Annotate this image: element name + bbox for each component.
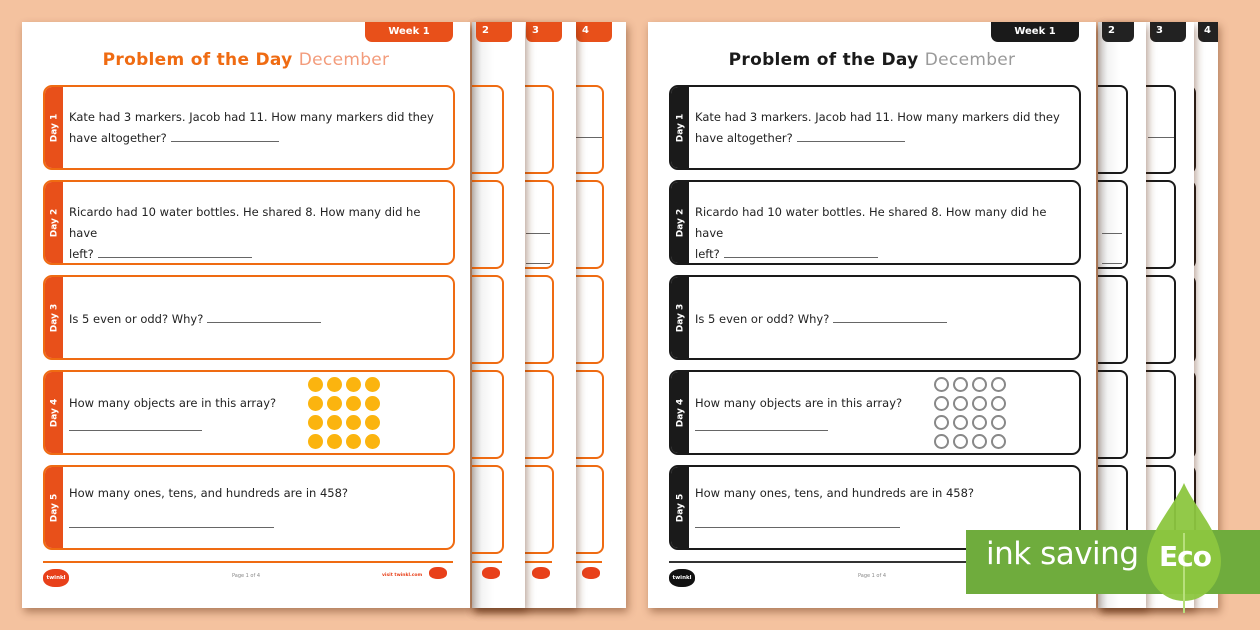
page-title bbox=[648, 50, 1096, 70]
empty-circle-icon bbox=[934, 377, 949, 392]
answer-blank[interactable] bbox=[98, 247, 252, 258]
day-3-strip: Day 3 bbox=[45, 277, 63, 358]
back-page-tab: 4 bbox=[576, 22, 612, 42]
filled-dot-icon bbox=[346, 434, 361, 449]
page-number: Page 1 of 4 bbox=[231, 573, 261, 579]
title-text: Problem of the Day bbox=[102, 50, 293, 70]
day-2-strip: Day 2 bbox=[45, 182, 63, 263]
empty-circle-icon bbox=[972, 434, 987, 449]
empty-circle-icon bbox=[991, 434, 1006, 449]
day-2-question: Ricardo had 10 water bottles. He shared 8. How many did he have left? bbox=[695, 205, 1047, 261]
filled-dot-icon bbox=[327, 396, 342, 411]
day-3-strip: Day 3 bbox=[671, 277, 689, 358]
filled-dot-icon bbox=[346, 396, 361, 411]
day-4-question: How many objects are in this array? bbox=[695, 396, 903, 410]
filled-dot-icon bbox=[327, 415, 342, 430]
filled-dot-icon bbox=[327, 434, 342, 449]
empty-circle-icon bbox=[953, 396, 968, 411]
answer-blank[interactable] bbox=[833, 312, 947, 323]
empty-circle-icon bbox=[972, 415, 987, 430]
answer-blank[interactable] bbox=[69, 527, 274, 528]
day-4-strip: Day 4 bbox=[671, 372, 689, 453]
empty-circle-icon bbox=[953, 415, 968, 430]
empty-circle-icon bbox=[934, 396, 949, 411]
ink-saving-label: ink saving bbox=[986, 536, 1139, 572]
answer-blank[interactable] bbox=[207, 312, 321, 323]
day-4-strip: Day 4 bbox=[45, 372, 63, 453]
filled-dot-icon bbox=[365, 377, 380, 392]
empty-circle-icon bbox=[991, 377, 1006, 392]
answer-blank[interactable] bbox=[171, 131, 279, 142]
day-1-strip: Day 1 bbox=[671, 87, 689, 168]
filled-dot-icon bbox=[308, 396, 323, 411]
day-3-box bbox=[43, 275, 455, 360]
filled-dot-icon bbox=[365, 396, 380, 411]
empty-circle-icon bbox=[991, 396, 1006, 411]
twinkl-logo-icon: twinkl bbox=[43, 569, 69, 587]
day-1-box bbox=[669, 85, 1081, 170]
page-title bbox=[22, 50, 470, 70]
back-page-tab: 2 bbox=[476, 22, 512, 42]
day-5-box bbox=[43, 465, 455, 550]
eco-label: Eco bbox=[1159, 540, 1211, 573]
day-1-question: Kate had 3 markers. Jacob had 11. How many markers did they have altogether? bbox=[695, 110, 1060, 145]
title-month: December bbox=[924, 50, 1016, 70]
day-4-question: How many objects are in this array? bbox=[69, 396, 277, 410]
title-text: Problem of the Day bbox=[728, 50, 919, 70]
color-worksheet-stack bbox=[22, 22, 626, 608]
day-2-box bbox=[43, 180, 455, 265]
empty-circle-icon bbox=[934, 434, 949, 449]
day-5-question: How many ones, tens, and hundreds are in 458? bbox=[695, 486, 975, 500]
day-2-box bbox=[669, 180, 1081, 265]
answer-blank[interactable] bbox=[69, 430, 202, 431]
twinkl-logo-icon bbox=[582, 567, 600, 579]
filled-dot-icon bbox=[308, 377, 323, 392]
filled-dot-icon bbox=[365, 434, 380, 449]
twinkl-logo-icon bbox=[429, 567, 447, 579]
week-tab: Week 1 bbox=[991, 22, 1079, 42]
filled-dot-icon bbox=[308, 434, 323, 449]
back-page-day-2 bbox=[472, 22, 525, 608]
page-number: Page 1 of 4 bbox=[857, 573, 887, 579]
answer-blank[interactable] bbox=[724, 247, 878, 258]
back-page-tab: 2 bbox=[1102, 22, 1134, 42]
day-1-strip: Day 1 bbox=[45, 87, 63, 168]
answer-blank[interactable] bbox=[797, 131, 905, 142]
visit-link[interactable]: visit twinkl.com bbox=[382, 573, 423, 578]
day-1-box bbox=[43, 85, 455, 170]
empty-circle-icon bbox=[953, 434, 968, 449]
back-page-day-2 bbox=[1098, 22, 1146, 608]
filled-dot-icon bbox=[327, 377, 342, 392]
week-tab: Week 1 bbox=[365, 22, 453, 42]
empty-circle-icon bbox=[934, 415, 949, 430]
day-2-strip: Day 2 bbox=[671, 182, 689, 263]
title-month: December bbox=[298, 50, 390, 70]
day-4-box bbox=[669, 370, 1081, 455]
twinkl-logo-icon bbox=[482, 567, 500, 579]
empty-circle-icon bbox=[953, 377, 968, 392]
filled-dot-icon bbox=[346, 415, 361, 430]
day-4-box bbox=[43, 370, 455, 455]
filled-dot-icon bbox=[365, 415, 380, 430]
day-1-question: Kate had 3 markers. Jacob had 11. How many markers did they have altogether? bbox=[69, 110, 434, 145]
circle-array bbox=[934, 377, 1006, 449]
back-page-tab: 3 bbox=[1150, 22, 1186, 42]
ink-saving-worksheet-stack bbox=[648, 22, 1218, 608]
footer-divider bbox=[43, 561, 453, 563]
twinkl-logo-icon bbox=[532, 567, 550, 579]
answer-blank[interactable] bbox=[695, 430, 828, 431]
day-3-box bbox=[669, 275, 1081, 360]
day-2-question: Ricardo had 10 water bottles. He shared 8. How many did he have left? bbox=[69, 205, 421, 261]
empty-circle-icon bbox=[972, 377, 987, 392]
empty-circle-icon bbox=[991, 415, 1006, 430]
filled-dot-icon bbox=[346, 377, 361, 392]
twinkl-logo-icon: twinkl bbox=[669, 569, 695, 587]
day-5-question: How many ones, tens, and hundreds are in 458? bbox=[69, 486, 349, 500]
color-worksheet-front-page bbox=[22, 22, 470, 608]
day-3-question: Is 5 even or odd? Why? bbox=[695, 309, 1073, 330]
back-page-tab: 3 bbox=[526, 22, 562, 42]
dot-array bbox=[308, 377, 380, 449]
ink-saving-worksheet-front-page bbox=[648, 22, 1096, 608]
day-3-question: Is 5 even or odd? Why? bbox=[69, 309, 447, 330]
empty-circle-icon bbox=[972, 396, 987, 411]
day-5-strip: Day 5 bbox=[45, 467, 63, 548]
day-5-strip: Day 5 bbox=[671, 467, 689, 548]
filled-dot-icon bbox=[308, 415, 323, 430]
back-page-tab: 4 bbox=[1198, 22, 1218, 42]
answer-blank[interactable] bbox=[695, 527, 900, 528]
